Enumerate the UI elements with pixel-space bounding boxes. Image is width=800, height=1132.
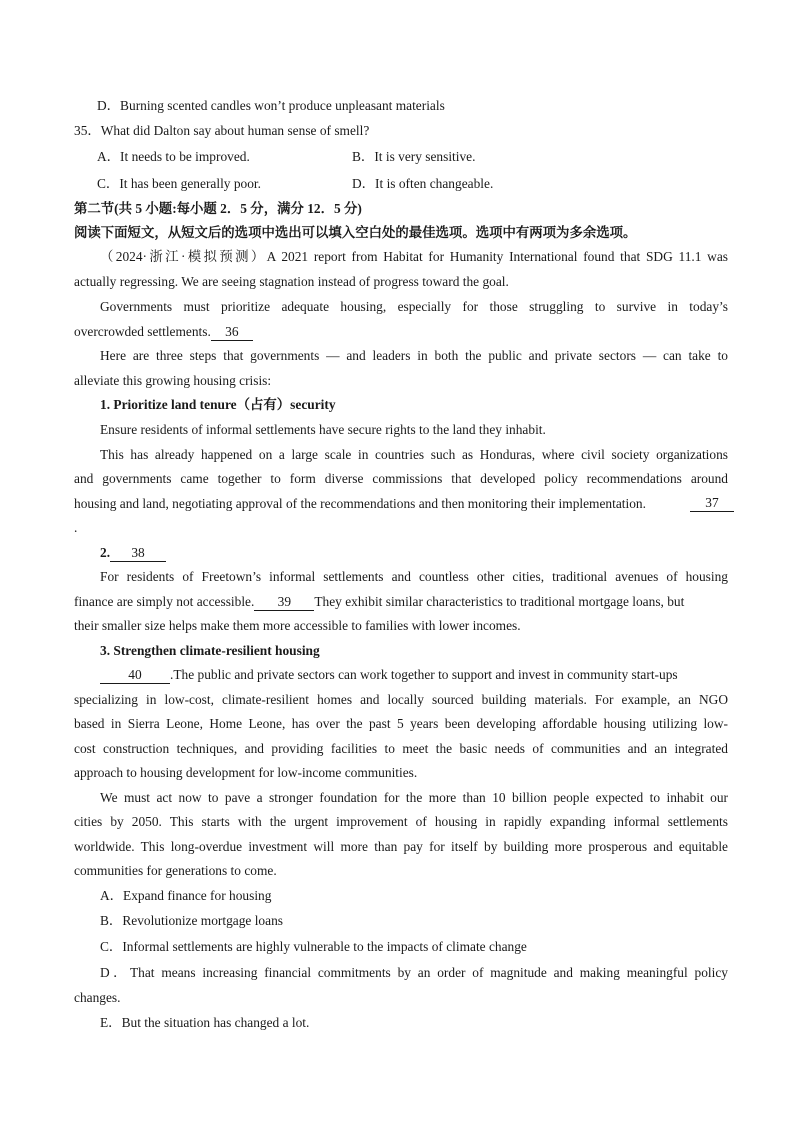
passage-p5-line3 — [74, 495, 646, 513]
option-e: E．But the situation has changed a lot. — [100, 1015, 310, 1030]
passage-p7-line1-after: .The public and private sectors can work together to support and invest in community start-ups — [170, 667, 678, 682]
passage-p6-line2 — [74, 593, 684, 611]
option-b: B．Revolutionize mortgage loans — [100, 913, 283, 928]
blank-39: 39 — [254, 594, 314, 611]
passage-p3-line1: Here are three steps that governments — and leaders in both the public and private sectors — can take to — [100, 348, 728, 363]
option-a: A．Expand finance for housing — [100, 888, 272, 903]
heading-step-2-prefix: 2. — [100, 545, 111, 560]
blank-40: 40 — [100, 667, 170, 684]
passage-p8-line3: worldwide. This long-overdue investment will more than pay for itself by building more prosperous and equitable — [74, 839, 728, 854]
passage-p3-line2: alleviate this growing housing crisis: — [74, 373, 272, 388]
passage-p5-line3-text: housing and land, negotiating approval of the recommendations and then monitoring their implementation. — [74, 496, 646, 511]
passage-p2-line1: Governments must prioritize adequate housing, especially for those struggling to survive in today’s — [100, 299, 728, 314]
q35-option-c: C．It has been generally poor. — [97, 176, 261, 191]
option-d-line1: D．That means increasing financial commitments by an order of magnitude and making meaningful policy — [100, 965, 728, 980]
passage-p6-line1: For residents of Freetown’s informal settlements and countless other cities, traditional avenues of housing — [100, 569, 728, 584]
passage-p7-line3: based in Sierra Leone, Home Leone, has over the past 5 years been developing affordable housing utilizing low- — [74, 716, 728, 731]
passage-p7-line1 — [100, 666, 678, 684]
blank-38: 38 — [110, 545, 166, 562]
passage-p2-line2 — [74, 323, 253, 341]
section-header: 第二节(共 5 小题:每小题 2．5 分，满分 12．5 分) — [74, 201, 362, 216]
passage-p1-line2: actually regressing. We are seeing stagnation instead of progress toward the goal. — [74, 274, 509, 289]
passage-p8-line1: We must act now to pave a stronger foundation for the more than 10 billion people expected to inhabit our — [100, 790, 728, 805]
blank-36: 36 — [211, 324, 253, 341]
q35-option-a: A．It needs to be improved. — [97, 149, 250, 164]
passage-p5-line2: and governments came together to form diverse commissions that developed policy recommendations around — [74, 471, 728, 486]
passage-p8-line2: cities by 2050. This starts with the urgent improvement of housing in rapidly expanding informal settlements — [74, 814, 728, 829]
passage-p1-line1: （2024·浙江·模拟预测）A 2021 report from Habitat for Humanity International found that SDG 11.1 was — [100, 249, 728, 264]
option-d-line2: changes. — [74, 990, 121, 1005]
passage-p6-line2-after: They exhibit similar characteristics to traditional mortgage loans, but — [314, 594, 685, 609]
heading-step-1: 1. Prioritize land tenure（占有）security — [100, 397, 336, 412]
option-c: C．Informal settlements are highly vulnerable to the impacts of climate change — [100, 939, 527, 954]
q35-option-d: D．It is often changeable. — [352, 176, 494, 191]
heading-step-2 — [100, 544, 166, 562]
passage-p5-line1: This has already happened on a large scale in countries such as Honduras, where civil society organizations — [100, 447, 728, 462]
passage-p6-line3: their smaller size helps make them more accessible to families with lower incomes. — [74, 618, 521, 633]
q35-stem: 35．What did Dalton say about human sense of smell? — [74, 123, 370, 138]
heading-step-3: 3. Strengthen climate-resilient housing — [100, 643, 320, 658]
passage-p6-line2-before: finance are simply not accessible. — [74, 594, 255, 609]
passage-p7-line4: cost construction techniques, and providing facilities to meet the basic needs of communities and an integrated — [74, 741, 728, 756]
q35-option-b: B．It is very sensitive. — [352, 149, 476, 164]
blank-37: 37 — [690, 495, 734, 512]
passage-p7-line2: specializing in low-cost, climate-resilient homes and locally sourced building materials. For example, an NGO — [74, 692, 728, 707]
section-instructions: 阅读下面短文，从短文后的选项中选出可以填入空白处的最佳选项。选项中有两项为多余选项。 — [74, 225, 637, 240]
q34-option-d: D．Burning scented candles won’t produce unpleasant materials — [97, 98, 445, 113]
passage-p2-line2-text: overcrowded settlements. — [74, 324, 211, 339]
passage-p4: Ensure residents of informal settlements have secure rights to the land they inhabit. — [100, 422, 546, 437]
passage-p7-line5: approach to housing development for low-income communities. — [74, 765, 418, 780]
passage-p8-line4: communities for generations to come. — [74, 863, 277, 878]
passage-p5-line4: . — [74, 520, 78, 535]
